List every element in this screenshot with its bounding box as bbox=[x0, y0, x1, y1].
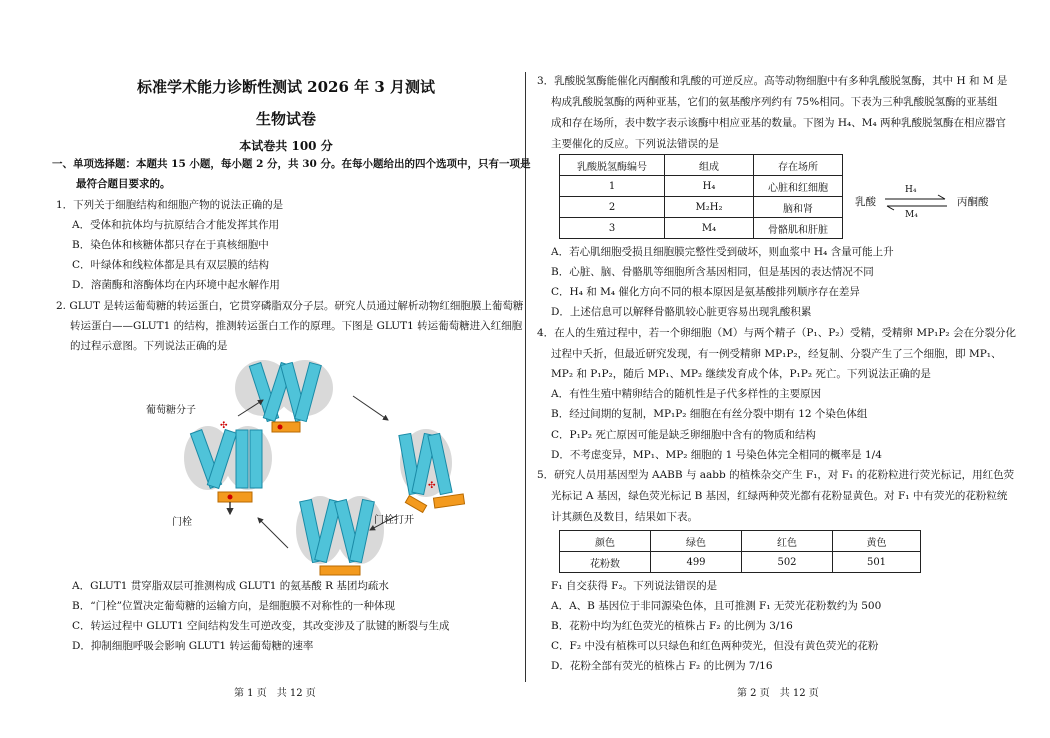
page-footer: 第 1 页 共 12 页 bbox=[234, 688, 316, 699]
table-header-cell: 颜色 bbox=[560, 531, 651, 552]
table-header-cell: 存在场所 bbox=[754, 155, 843, 176]
q4-stem-2: 过程中夭折，但最近研究发现，有一例受精卵 MP₁P₂，经复制、分裂产生了三个细胞，即 MP₁、 bbox=[551, 348, 1002, 360]
label-glucose: 葡萄糖分子 bbox=[146, 405, 196, 416]
table-cell: 499 bbox=[651, 552, 742, 573]
q5-option-b: B．花粉中均为红色荧光的植株占 F₂ 的比例为 3/16 bbox=[551, 620, 793, 632]
table-cell: 501 bbox=[833, 552, 921, 573]
q3-option-b: B．心脏、脑、骨骼肌等细胞所含基因相同，但是基因的表达情况不同 bbox=[551, 266, 874, 278]
label-gate-open: 门栓打开 bbox=[374, 515, 414, 526]
q3-option-d: D．上述信息可以解释骨骼肌较心脏更容易出现乳酸积累 bbox=[551, 306, 812, 318]
table-row bbox=[560, 197, 843, 218]
q1-option-d: D．溶菌酶和溶酶体均在内环境中起水解作用 bbox=[72, 279, 280, 291]
q1-option-c: C．叶绿体和线粒体都是具有双层膜的结构 bbox=[72, 259, 270, 271]
table-header-row bbox=[560, 531, 921, 552]
svg-text:✣: ✣ bbox=[428, 481, 436, 491]
table-cell: 502 bbox=[742, 552, 833, 573]
q2-stem-2: 转运蛋白——GLUT1 的结构，推测转运蛋白工作的原理。下图是 GLUT1 转运葡萄糖进入红细胞 bbox=[70, 320, 523, 332]
q4-option-b: B．经过间期的复制，MP₁P₂ 细胞在有丝分裂中期有 12 个染色体组 bbox=[551, 408, 868, 420]
q5-stem-1: 5．研究人员用基因型为 AABB 与 aabb 的植株杂交产生 F₁，对 F₁ 的花粉粒进行荧光标记，用红色荧 bbox=[537, 469, 1015, 481]
table-cell: 2 bbox=[560, 197, 665, 218]
table-header-row bbox=[560, 155, 843, 176]
table-cell: H₄ bbox=[665, 176, 754, 197]
glut1-state-right bbox=[399, 429, 465, 512]
table-cell: M₄ bbox=[665, 218, 754, 239]
q3-option-c: C．H₄ 和 M₄ 催化方向不同的根本原因是氨基酸排列顺序存在差异 bbox=[551, 286, 860, 298]
ldh-table bbox=[559, 154, 843, 239]
cycle-arrow bbox=[258, 518, 288, 548]
table-header-cell: 组成 bbox=[665, 155, 754, 176]
subject-title: 生物试卷 bbox=[255, 110, 316, 128]
q3-stem-1: 3．乳酸脱氢酶能催化丙酮酸和乳酸的可逆反应。高等动物细胞中有多种乳酸脱氢酶，其中 H 和 M 是 bbox=[537, 75, 1008, 87]
reversible-arrow-icon bbox=[883, 194, 949, 212]
table-cell: 心脏和红细胞 bbox=[754, 176, 843, 197]
section-heading: 一、单项选择题：本题共 15 小题，每小题 2 分，共 30 分。在每小题给出的四个选项中，只有一项是 bbox=[52, 158, 531, 170]
page-footer: 第 2 页 共 12 页 bbox=[737, 688, 819, 699]
glut1-state-bottom bbox=[296, 496, 384, 575]
q1-option-a: A．受体和抗体均与抗原结合才能发挥其作用 bbox=[72, 219, 280, 231]
total-score: 本试卷共 100 分 bbox=[239, 139, 333, 153]
q4-stem-3: MP₂ 和 P₁P₂，随后 MP₁、MP₂ 继续发育成个体，P₁P₂ 死亡。下列说法正确的是 bbox=[551, 368, 931, 380]
table-row bbox=[560, 176, 843, 197]
cycle-arrow bbox=[353, 396, 388, 420]
q2-option-a: A．GLUT1 贯穿脂双层可推测构成 GLUT1 的氨基酸 R 基团均疏水 bbox=[72, 580, 389, 592]
table-row bbox=[560, 552, 921, 573]
svg-text:✣: ✣ bbox=[220, 421, 228, 431]
table-header-cell: 红色 bbox=[742, 531, 833, 552]
glut1-state-top bbox=[235, 360, 333, 432]
q5-option-a: A．A、B 基因位于非同源染色体，且可推测 F₁ 无荧光花粉数约为 500 bbox=[551, 600, 882, 612]
reaction-m4-label: M₄ bbox=[905, 210, 918, 220]
q2-option-d: D．抑制细胞呼吸会影响 GLUT1 转运葡萄糖的速率 bbox=[72, 640, 314, 652]
pollen-table bbox=[559, 530, 921, 573]
table-row bbox=[560, 218, 843, 239]
table-cell: 骨骼肌和肝脏 bbox=[754, 218, 843, 239]
reaction-h4-label: H₄ bbox=[905, 185, 917, 195]
reaction-pyruvate: 丙酮酸 bbox=[957, 196, 989, 208]
glut1-state-left bbox=[184, 421, 272, 514]
label-gate: 门栓 bbox=[172, 517, 192, 528]
section-heading-cont: 最符合题目要求的。 bbox=[76, 178, 171, 190]
exam-title: 标准学术能力诊断性测试 2026 年 3 月测试 bbox=[136, 78, 436, 96]
q2-option-c: C．转运过程中 GLUT1 空间结构发生可逆改变，其改变涉及了肽键的断裂与生成 bbox=[72, 620, 450, 632]
q3-stem-3: 成和存在场所，表中数字表示该酶中相应亚基的数量。下图为 H₄、M₄ 两种乳酸脱氢酶在相应器官 bbox=[551, 117, 1006, 129]
q5-option-d: D．花粉全部有荧光的植株占 F₂ 的比例为 7/16 bbox=[551, 660, 773, 672]
table-cell: 1 bbox=[560, 176, 665, 197]
q1-stem: 1．下列关于细胞结构和细胞产物的说法正确的是 bbox=[56, 199, 284, 211]
q2-stem-3: 的过程示意图。下列说法正确的是 bbox=[70, 340, 228, 352]
q3-stem-4: 主要催化的反应。下列说法错误的是 bbox=[551, 138, 719, 150]
q4-stem-1: 4．在人的生殖过程中，若一个卵细胞（M）与两个精子（P₁、P₂）受精，受精卵 MP₁P₂ 会在分裂分化 bbox=[537, 327, 1016, 339]
table-cell: 脑和肾 bbox=[754, 197, 843, 218]
glut1-figure bbox=[138, 358, 468, 576]
q5-stem-2: 光标记 A 基因，绿色荧光标记 B 基因，红绿两种荧光都有花粉显黄色。对 F₁ 中有荧光的花粉粒统 bbox=[551, 490, 1008, 502]
table-header-cell: 乳酸脱氢酶编号 bbox=[560, 155, 665, 176]
table-cell: 3 bbox=[560, 218, 665, 239]
q4-option-d: D．不考虑变异，MP₁、MP₂ 细胞的 1 号染色体完全相同的概率是 1/4 bbox=[551, 449, 882, 461]
q4-option-a: A．有性生殖中精卵结合的随机性是子代多样性的主要原因 bbox=[551, 388, 822, 400]
q3-stem-2: 构成乳酸脱氢酶的两种亚基，它们的氨基酸序列约有 75%相同。下表为三种乳酸脱氢酶的亚基组 bbox=[551, 96, 998, 108]
reaction-lactate: 乳酸 bbox=[855, 196, 876, 208]
q5-stem-4: F₁ 自交获得 F₂。下列说法错误的是 bbox=[551, 580, 718, 592]
table-cell: M₂H₂ bbox=[665, 197, 754, 218]
q5-option-c: C．F₂ 中没有植株可以只绿色和红色两种荧光，但没有黄色荧光的花粉 bbox=[551, 640, 879, 652]
table-header-cell: 黄色 bbox=[833, 531, 921, 552]
table-cell: 花粉数 bbox=[560, 552, 651, 573]
q2-option-b: B．“门栓”位置决定葡萄糖的运输方向，是细胞膜不对称性的一种体现 bbox=[72, 600, 395, 612]
q2-stem-1: 2. GLUT 是转运葡萄糖的转运蛋白，它贯穿磷脂双分子层。研究人员通过解析动物红细胞膜上葡萄糖 bbox=[56, 300, 524, 312]
q3-option-a: A．若心肌细胞受损且细胞膜完整性受到破坏，则血浆中 H₄ 含量可能上升 bbox=[551, 246, 894, 258]
q1-option-b: B．染色体和核糖体都只存在于真核细胞中 bbox=[72, 239, 269, 251]
q5-stem-3: 计其颜色及数目，结果如下表。 bbox=[551, 511, 698, 523]
table-header-cell: 绿色 bbox=[651, 531, 742, 552]
q4-option-c: C．P₁P₂ 死亡原因可能是缺乏卵细胞中含有的物质和结构 bbox=[551, 429, 816, 441]
